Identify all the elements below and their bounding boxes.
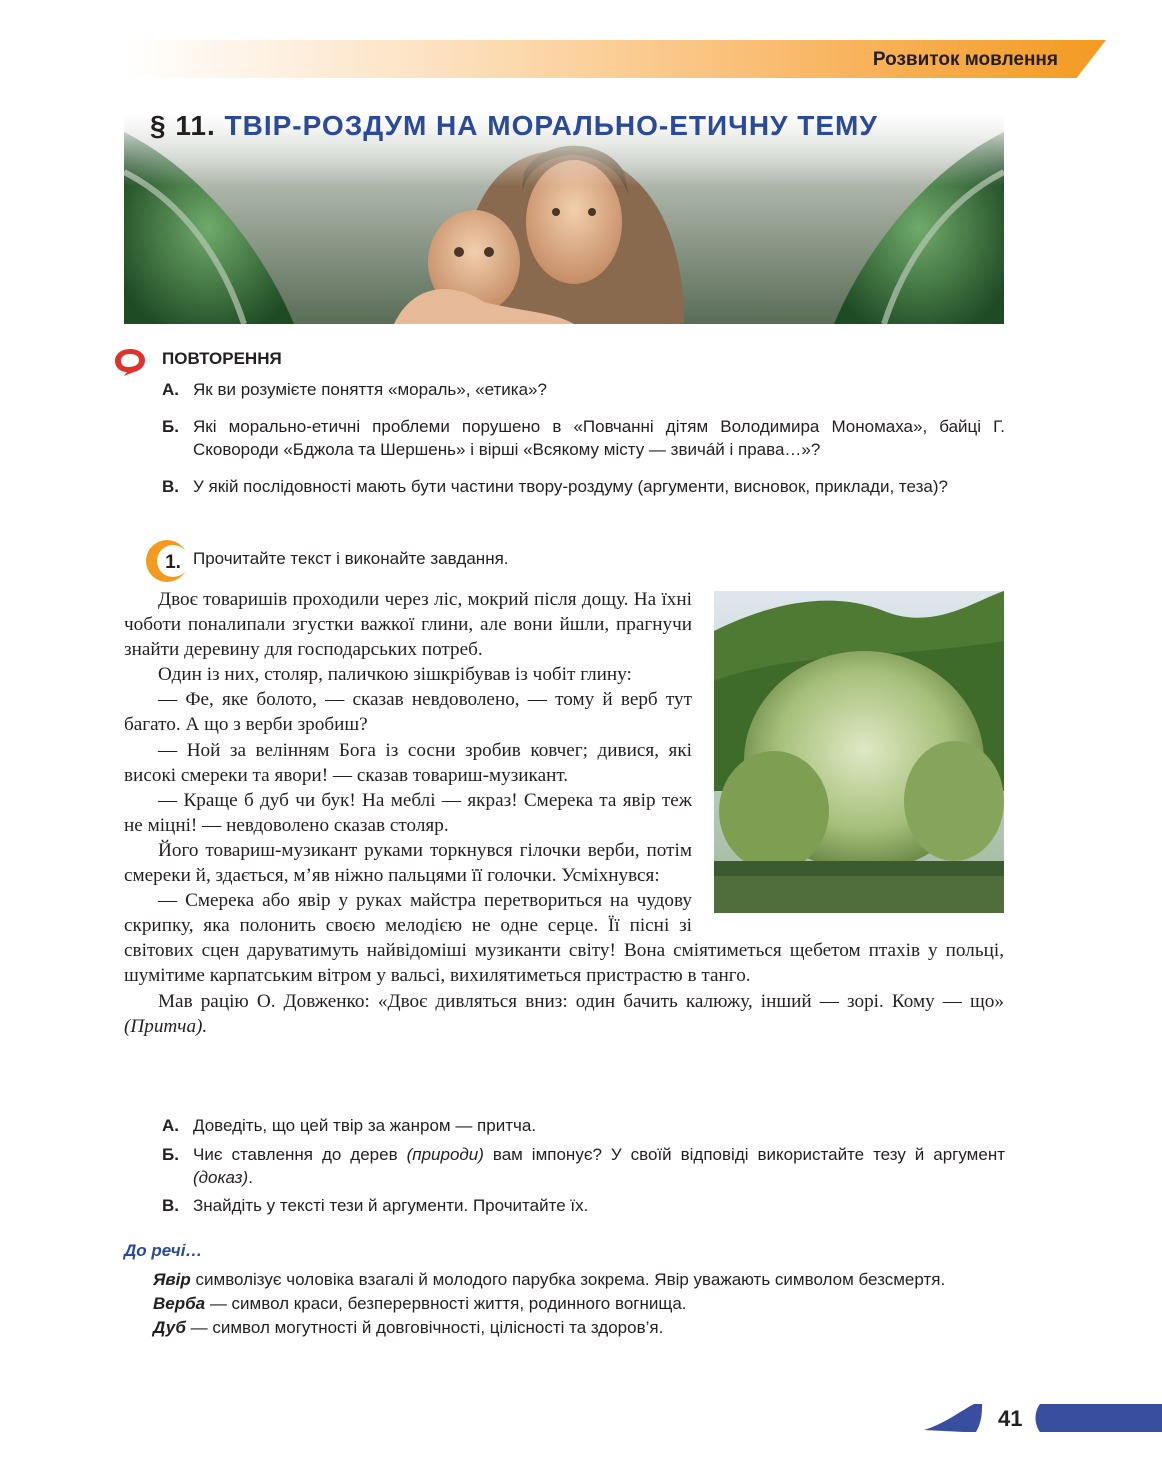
task-question-b (162, 1143, 1005, 1189)
symbol-entry (124, 1316, 1004, 1340)
task-question-c (162, 1194, 1005, 1217)
willow-photo (714, 591, 1004, 913)
item-letter: Б. (162, 1145, 179, 1164)
reading-paragraph: — Краще б дуб чи бук! На меблі — якраз! Смерека та явір теж не міцні! — невдоволено сказав столяр. (124, 789, 692, 836)
hero-illustration (124, 112, 1004, 324)
item-text (193, 1194, 1005, 1217)
task-number: 1. (165, 552, 181, 573)
review-item-c (162, 475, 1005, 498)
symbol-entry (124, 1292, 1004, 1316)
italic-part: (доказ) (193, 1168, 249, 1187)
page-number-tab (924, 1404, 1162, 1440)
symbol-description: — символ могутності й довговічності, цілісності та здоров’я. (185, 1318, 664, 1337)
item-text: У якій послідовності мають бути частини твору-роздуму (аргументи, висновок, приклади, теза)? (193, 477, 948, 496)
reading-paragraph: — Фе, яке болото, — сказав невдоволено, — тому й верб тут багато. А що з верби зробиш? (124, 689, 692, 736)
task-question-a (162, 1114, 1005, 1137)
item-text (193, 1114, 1005, 1137)
reading-paragraph: Його товариш-музикант руками торкнувся гілочки верби, потім смереки й, здається, м’яв ніжно пальцями її голочки. Усміхнувся: (124, 839, 692, 887)
page-number: 41 (998, 1406, 1023, 1431)
symbol-entry (124, 1268, 1004, 1292)
item-letter: В. (162, 1196, 179, 1215)
item-text: Як ви розумієте поняття «мораль», «етика»? (193, 380, 547, 399)
italic-part: (природи) (406, 1145, 484, 1164)
item-letter: А. (162, 1116, 179, 1135)
text-part: . (248, 1168, 253, 1187)
text-source: (Притча). (124, 1015, 208, 1037)
section-title: ТВІР-РОЗДУМ НА МОРАЛЬНО-ЕТИЧНУ ТЕМУ (224, 110, 878, 141)
symbol-term: Явір (153, 1270, 191, 1289)
reading-paragraph-last (124, 989, 1004, 1039)
by-the-way-text (124, 1268, 1004, 1340)
review-heading: ПОВТОРЕННЯ (162, 349, 282, 368)
review-item-b (162, 415, 1005, 461)
symbol-term: Верба (153, 1294, 206, 1313)
page-title (150, 110, 878, 142)
symbol-description: — символ краси, безперервності життя, родинного вогнища. (205, 1294, 687, 1313)
reading-paragraph: — Смерека або явір у руках майстра перетвориться на чудову скрипку, яка полонить своєю мелодією не одне серце. Її пісні зі світових сцен даруватимуть найвідоміші музиканти світу! Вона сміятиметься щебетом птахів у польці, шумітиме карпатським вітром у вальсі, вихилятиметься пристрастю в танго. (124, 890, 1004, 987)
task-number-badge (144, 538, 190, 584)
review-item-a (162, 378, 1005, 401)
item-letter: Б. (162, 417, 179, 436)
text-part: Доведіть, що цей твір за жанром — притча. (193, 1116, 537, 1135)
review-icon (112, 345, 148, 377)
section-label: Розвиток мовлення (872, 49, 1058, 70)
reading-paragraph: Двоє товаришів проходили через ліс, мокрий після дощу. На їхні чоботи поналипали згустки важкої глини, але вони йшли, прагнучи знайти деревину для господарських потреб. (124, 589, 692, 661)
symbol-term: Дуб (153, 1318, 186, 1337)
reading-paragraph: — Ной за велінням Бога із сосни зробив ковчег; дивися, які високі смереки та явори! — сказав товариш-музикант. (124, 739, 692, 786)
item-letter: А. (162, 380, 179, 399)
item-letter: В. (162, 477, 179, 496)
section-number: § 11. (150, 110, 216, 141)
reading-text (124, 587, 1004, 1039)
symbol-description: символізує чоловіка взагалі й молодого парубка зокрема. Явір уважають символом безсмертя. (190, 1270, 946, 1289)
text-part: вам імпонує? У своїй відповіді використайте тезу й аргумент (483, 1145, 1005, 1164)
by-the-way-heading: До речі… (124, 1241, 203, 1260)
text-part: Знайдіть у тексті тези й аргументи. Прочитайте їх. (193, 1196, 589, 1215)
item-text: Які морально-етичні проблеми порушено в «Повчанні дітям Володимира Мономаха», байці Г. Сковороди «Бджола та Шершень» і вірші «Всякому місту — звичáй і права…»? (193, 417, 1005, 459)
item-text (193, 1143, 1005, 1189)
quote-text: Мав рацію О. Довженко: «Двоє дивляться вниз: один бачить калюжу, інший — зорі. Кому — що» (158, 990, 1004, 1012)
text-part: Чиє ставлення до дерев (193, 1145, 407, 1164)
reading-paragraph: Один із них, столяр, паличкою зішкрібував із чобіт глину: (158, 664, 632, 686)
task-instruction: Прочитайте текст і виконайте завдання. (193, 549, 509, 568)
